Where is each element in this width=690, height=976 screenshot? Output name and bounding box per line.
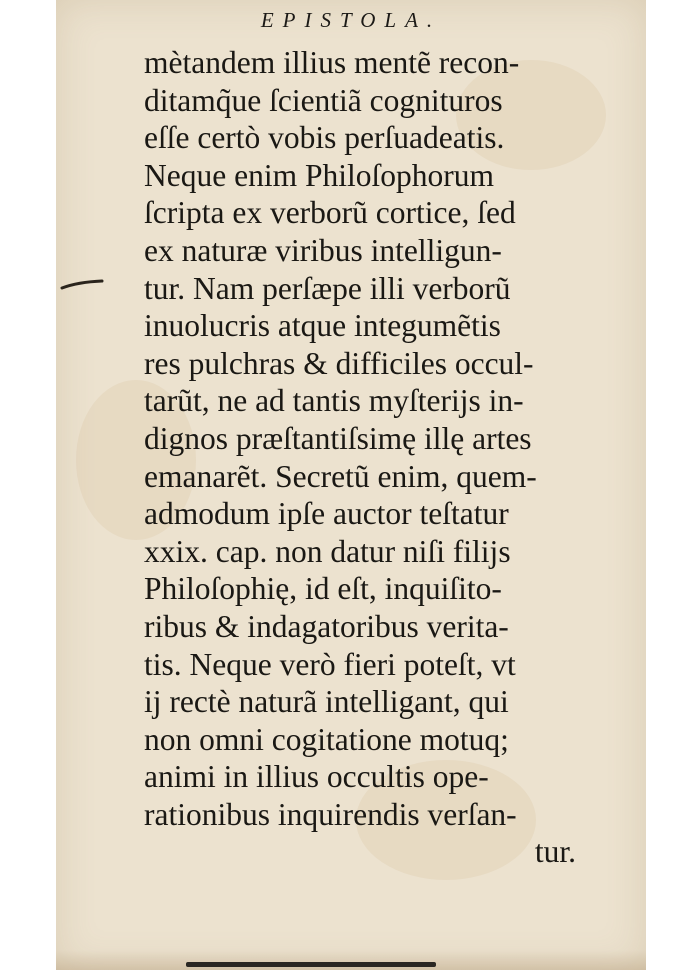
running-head: EPISTOLA. <box>260 8 442 32</box>
text-line: xxix. cap. non datur niſi filijs <box>144 533 511 569</box>
text-line: ex naturæ viribus intelligun- <box>144 232 502 268</box>
body-text <box>144 44 580 871</box>
text-line: Philoſophię, id eſt, inquiſito- <box>144 571 502 607</box>
text-line: ſcripta ex verborũ cortice, ſed <box>144 195 516 231</box>
margin-pen-mark <box>60 278 104 292</box>
page-edge-shadow <box>56 950 646 970</box>
text-line: ij rectè naturã intelligant, qui <box>144 684 509 720</box>
text-line: eſſe certò vobis perſuadeatis. <box>144 120 505 156</box>
text-line: inuolucris atque integumẽtis <box>144 308 501 344</box>
book-page <box>56 0 646 970</box>
text-line: non omni cogitatione motuq; <box>144 721 509 757</box>
bottom-binding-mark <box>186 962 436 967</box>
text-line: admodum ipſe auctor teſtatur <box>144 496 509 532</box>
text-line: rationibus inquirendis verſan- <box>144 796 517 832</box>
text-line: tarũt, ne ad tantis myſterijs in- <box>144 383 524 419</box>
text-line: tis. Neque verò fieri poteſt, vt <box>144 646 516 682</box>
text-line: ditamq̃ue ſcientiã cognituros <box>144 82 503 118</box>
text-line: tur. Nam perſæpe illi verborũ <box>144 270 511 306</box>
text-line: Neque enim Philoſophorum <box>144 157 494 193</box>
text-line: dignos præſtantiſsimę illę artes <box>144 420 532 456</box>
text-line: res pulchras & difficiles occul- <box>144 345 534 381</box>
text-line: mètandem illius mentẽ recon- <box>144 45 520 80</box>
text-line: emanarẽt. Secretũ enim, quem- <box>144 458 537 494</box>
text-line: animi in illius occultis ope- <box>144 759 489 795</box>
text-line: ribus & indagatoribus verita- <box>144 608 509 644</box>
catchword: tur. <box>534 834 576 870</box>
